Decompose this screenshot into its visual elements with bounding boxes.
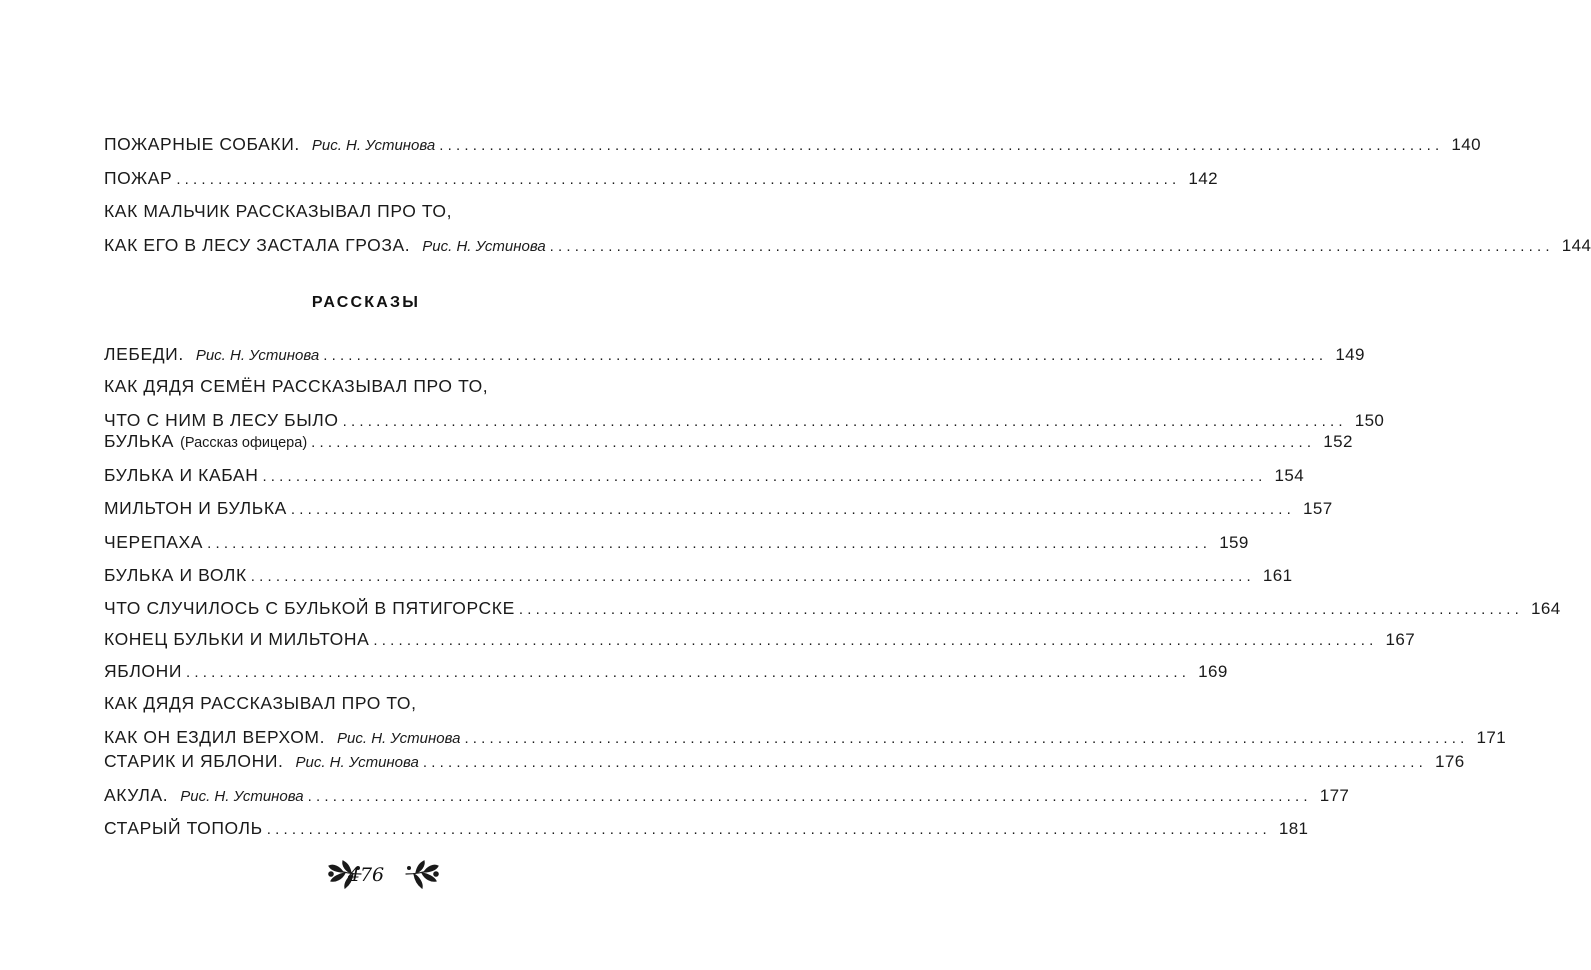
toc-entry bbox=[104, 692, 1507, 748]
dot-leader: ........................................................................................................................ bbox=[266, 821, 1271, 838]
entry-title: ПОЖАРНЫЕ СОБАКИ. bbox=[104, 134, 300, 154]
entry-page: 169 bbox=[1198, 662, 1228, 681]
toc-entry bbox=[104, 167, 1218, 189]
entry-page: 140 bbox=[1451, 135, 1481, 154]
entry-page: 144 bbox=[1561, 236, 1591, 255]
dot-leader: ........................................................................................................................ bbox=[323, 347, 1328, 364]
entry-title: СТАРЫЙ ТОПОЛЬ bbox=[104, 818, 263, 838]
dot-leader: ........................................................................................................................ bbox=[307, 788, 1312, 805]
entry-page: 176 bbox=[1434, 752, 1465, 771]
toc-entry bbox=[104, 564, 1293, 586]
entry-illustrator: Рис. Н. Устинова bbox=[337, 730, 461, 747]
entry-page: 159 bbox=[1219, 533, 1249, 552]
page-footer bbox=[0, 858, 732, 902]
entry-page: 152 bbox=[1323, 432, 1353, 451]
entry-page: 164 bbox=[1530, 599, 1561, 618]
entry-title: КОНЕЦ БУЛЬКИ И МИЛЬТОНА bbox=[104, 629, 370, 649]
toc-entry bbox=[104, 200, 1591, 256]
entry-page: 157 bbox=[1303, 499, 1333, 518]
entry-illustrator: Рис. Н. Устинова bbox=[195, 347, 320, 364]
section-title: РАССКАЗЫ bbox=[311, 294, 421, 311]
entry-page: 161 bbox=[1262, 566, 1293, 585]
toc-entry bbox=[104, 430, 1353, 452]
entry-title-line1: КАК ДЯДЯ СЕМЁН РАССКАЗЫВАЛ ПРО ТО, bbox=[104, 376, 489, 396]
dot-leader: ........................................................................................................................ bbox=[290, 501, 1295, 518]
entry-page: 181 bbox=[1278, 819, 1309, 838]
entry-page: 150 bbox=[1354, 411, 1385, 430]
toc-entry bbox=[104, 660, 1228, 682]
dot-leader: ........................................................................................................................ bbox=[311, 434, 1316, 451]
dot-leader: ........................................................................................................................ bbox=[176, 171, 1181, 188]
dot-leader: ........................................................................................................................ bbox=[464, 730, 1469, 747]
dot-leader: ........................................................................................................................ bbox=[262, 468, 1267, 485]
entry-page: 142 bbox=[1188, 169, 1218, 188]
toc-entry bbox=[104, 784, 1350, 806]
toc-entry bbox=[104, 375, 1385, 431]
dot-leader: ........................................................................................................................ bbox=[549, 238, 1554, 255]
entry-page: 149 bbox=[1335, 345, 1365, 364]
dot-leader: ........................................................................................................................ bbox=[207, 535, 1212, 552]
entry-title: БУЛЬКА bbox=[104, 431, 175, 451]
dot-leader: ........................................................................................................................ bbox=[250, 568, 1255, 585]
entry-title: ЯБЛОНИ bbox=[104, 661, 183, 681]
entry-title-line1: КАК ДЯДЯ РАССКАЗЫВАЛ ПРО ТО, bbox=[104, 693, 417, 713]
entry-page: 167 bbox=[1385, 630, 1416, 649]
toc-entry bbox=[104, 628, 1416, 650]
entry-title: АКУЛА. bbox=[104, 785, 169, 805]
dot-leader: ........................................................................................................................ bbox=[518, 601, 1523, 618]
entry-illustrator: Рис. Н. Устинова bbox=[422, 238, 546, 255]
entry-title: МИЛЬТОН И БУЛЬКА bbox=[104, 498, 287, 518]
toc-entry bbox=[104, 497, 1333, 519]
entry-title-line1: КАК МАЛЬЧИК РАССКАЗЫВАЛ ПРО ТО, bbox=[104, 201, 453, 221]
entry-title: БУЛЬКА И КАБАН bbox=[104, 465, 259, 485]
dot-leader: ........................................................................................................................ bbox=[342, 413, 1347, 430]
floral-ornament-icon bbox=[404, 858, 442, 892]
entry-illustrator: Рис. Н. Устинова bbox=[295, 754, 419, 771]
dot-leader: ........................................................................................................................ bbox=[422, 754, 1427, 771]
dot-leader: ........................................................................................................................ bbox=[439, 137, 1444, 154]
entry-page: 177 bbox=[1319, 786, 1350, 805]
toc-entry bbox=[104, 464, 1305, 486]
toc-entry bbox=[104, 817, 1309, 839]
entry-page: 171 bbox=[1476, 728, 1507, 747]
entry-illustrator: Рис. Н. Устинова bbox=[180, 788, 304, 805]
entry-title: СТАРИК И ЯБЛОНИ. bbox=[104, 751, 284, 771]
entry-subtitle: (Рассказ офицера) bbox=[180, 435, 308, 451]
entry-title: КАК ЕГО В ЛЕСУ ЗАСТАЛА ГРОЗА. bbox=[104, 235, 411, 255]
entry-illustrator: Рис. Н. Устинова bbox=[311, 137, 436, 154]
entry-title: БУЛЬКА И ВОЛК bbox=[104, 565, 247, 585]
dot-leader: ........................................................................................................................ bbox=[186, 664, 1191, 681]
toc-entry bbox=[104, 343, 1365, 365]
entry-title: ЧТО СЛУЧИЛОСЬ С БУЛЬКОЙ В ПЯТИГОРСКЕ bbox=[104, 598, 515, 618]
toc-entry bbox=[104, 133, 1481, 155]
page-number: 476 bbox=[347, 864, 385, 886]
entry-title: ПОЖАР bbox=[104, 168, 173, 188]
dot-leader: ........................................................................................................................ bbox=[373, 632, 1378, 649]
entry-page: 154 bbox=[1274, 466, 1305, 485]
toc-entry bbox=[104, 750, 1465, 772]
entry-title: КАК ОН ЕЗДИЛ ВЕРХОМ. bbox=[104, 727, 326, 747]
entry-title: ЧЕРЕПАХА bbox=[104, 532, 204, 552]
toc-entry bbox=[104, 597, 1561, 619]
entry-title: ЧТО С НИМ В ЛЕСУ БЫЛО bbox=[104, 410, 339, 430]
entry-title: ЛЕБЕДИ. bbox=[104, 344, 184, 364]
toc-entry bbox=[104, 531, 1249, 553]
